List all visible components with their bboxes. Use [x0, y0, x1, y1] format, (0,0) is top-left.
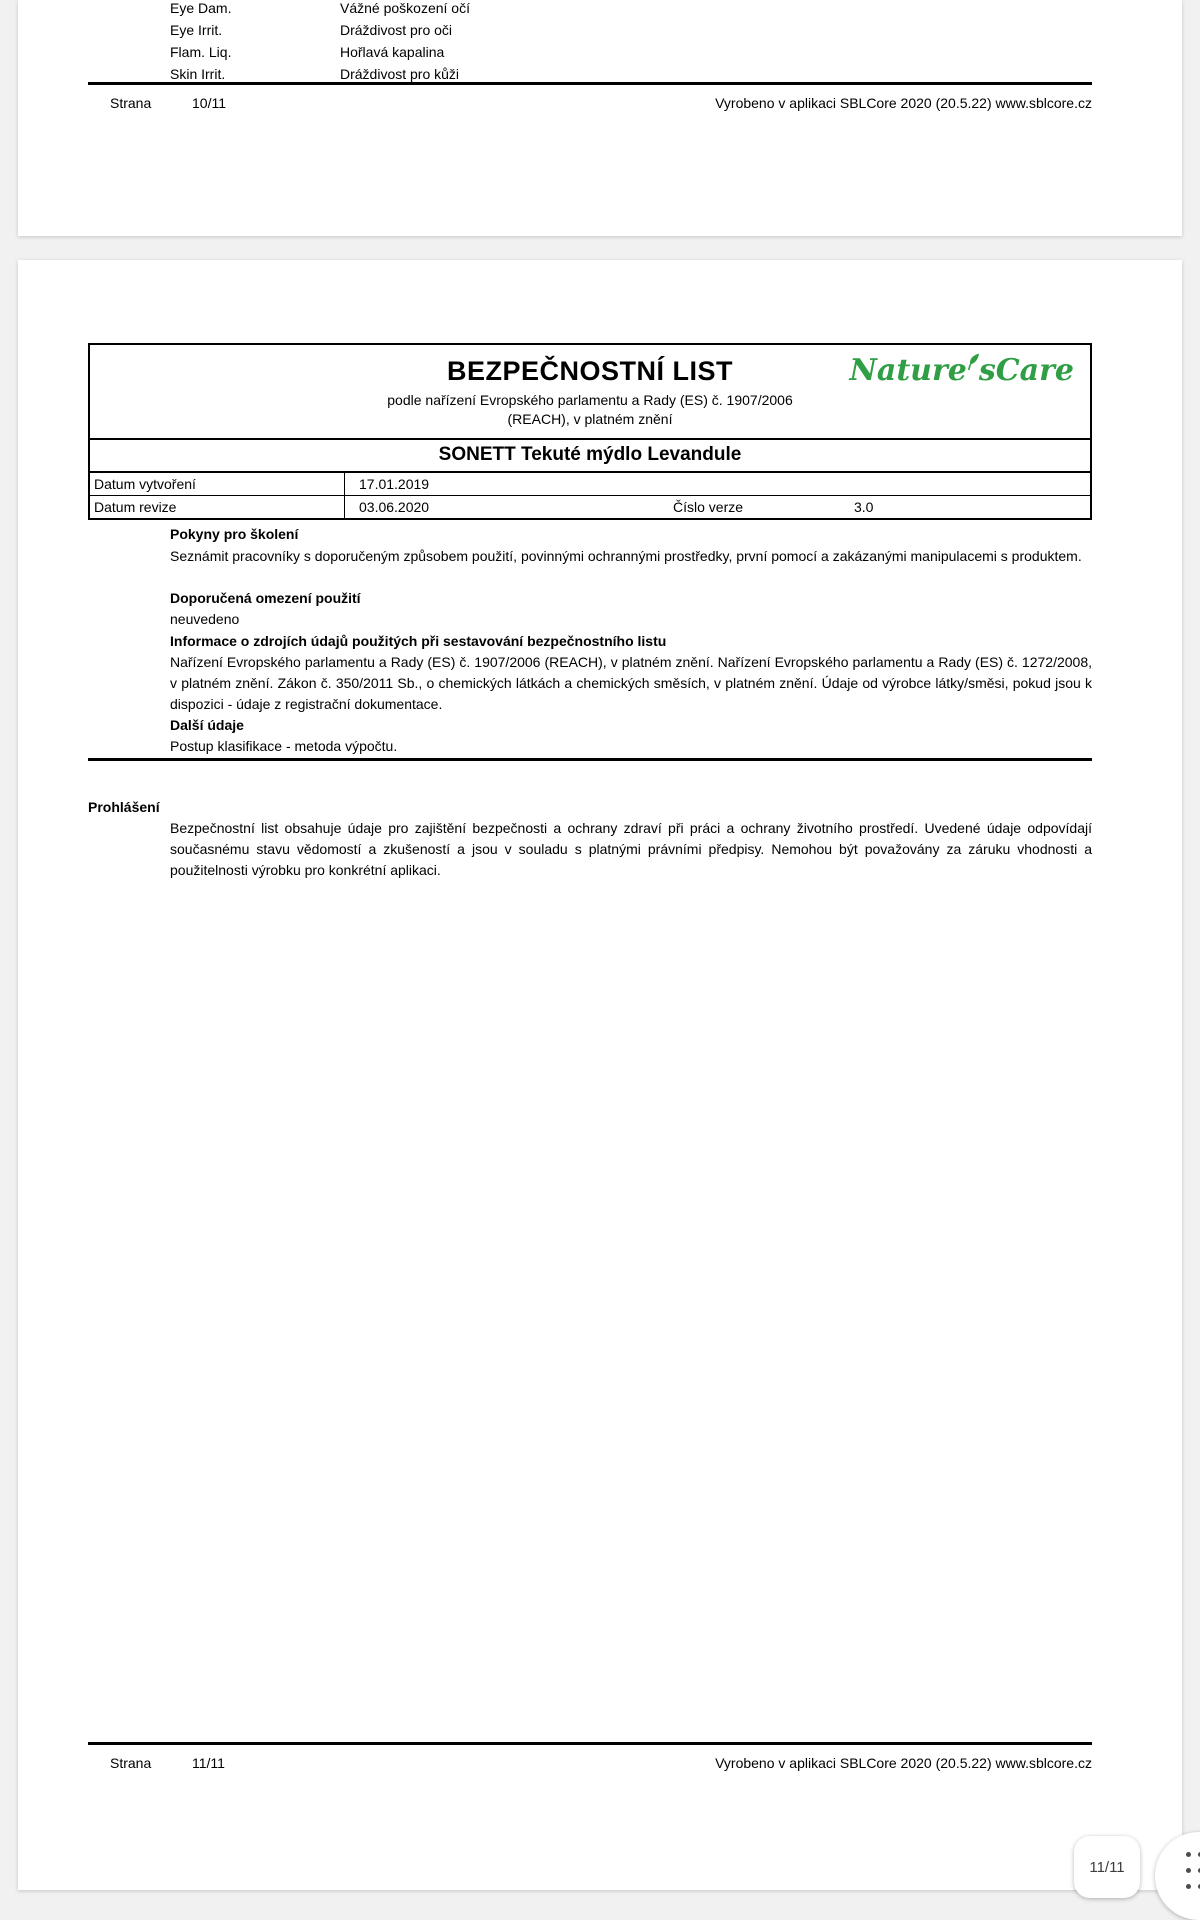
footer-divider: [88, 82, 1092, 85]
revision-date-value: 03.06.2020: [359, 499, 430, 515]
document-subtitle: [90, 391, 1090, 429]
created-date-row: [90, 473, 1090, 496]
document-page-10: [18, 0, 1182, 236]
page-number: 10/11: [192, 95, 226, 111]
document-title: BEZPEČNOSTNÍ LIST: [446, 356, 733, 386]
subtitle-line-2: (REACH), v platném znění: [507, 411, 673, 427]
logo-text-part2: sCare: [978, 353, 1074, 388]
classification-code: Eye Dam.: [170, 0, 232, 16]
six-dots-grid-icon: [1186, 1852, 1200, 1889]
classification-name: Hořlavá kapalina: [340, 44, 445, 60]
header-title-section: [90, 345, 1090, 440]
section-text-training: Seznámit pracovníky s doporučeným způsobem použití, povinnými ochrannými prostředky, první pomocí a zakázanými manipulacemi s produktem.: [170, 548, 1082, 564]
page-footer: [110, 95, 1092, 111]
page-number: 11/11: [192, 1755, 225, 1771]
classification-name: Dráždivost pro kůži: [340, 66, 460, 82]
revision-date-label: Datum revize: [90, 496, 345, 518]
classification-row: [170, 0, 470, 19]
section-heading-training: Pokyny pro školení: [170, 526, 299, 542]
empty-cell: [673, 473, 854, 495]
page-label: Strana: [110, 1755, 152, 1771]
classification-row: [170, 41, 470, 63]
logo-text-part1: Nature: [849, 353, 967, 388]
classification-name: Vážné poškození očí: [340, 0, 470, 16]
created-date-label: Datum vytvoření: [90, 473, 345, 495]
created-date-value: 17.01.2019: [359, 476, 430, 492]
version-value: 3.0: [854, 499, 874, 515]
classification-row: [170, 19, 470, 41]
section-text-sources: Nařízení Evropského parlamentu a Rady (ES) č. 1907/2006 (REACH), v platném znění. Nařízení Evropského parlamentu a Rady (ES) č. 1272/2008, v platném znění. Zákon č. 350/2011 Sb., o chemických látkách a chemických směsích, v platném znění. Údaje od výrobce látky/směsi, pokud jsou k dispozici - údaje z registrační dokumentace.: [170, 654, 1092, 712]
page-indicator-chip: [1074, 1836, 1140, 1898]
section-heading-restrictions: Doporučená omezení použití: [170, 590, 361, 606]
section-text-other: Postup klasifikace - metoda výpočtu.: [170, 738, 398, 754]
section-divider: [88, 758, 1092, 761]
declaration-heading: Prohlášení: [88, 799, 160, 815]
generator-credit: Vyrobeno v aplikaci SBLCore 2020 (20.5.22) www.sblcore.cz: [715, 1755, 1092, 1771]
classification-table: [170, 0, 470, 85]
classification-name: Dráždivost pro oči: [340, 22, 453, 38]
section-heading-sources: Informace o zdrojích údajů použitých při sestavování bezpečnostního listu: [170, 633, 667, 649]
document-header-box: [88, 343, 1092, 520]
footer-divider: [88, 1742, 1092, 1745]
classification-code: Eye Irrit.: [170, 22, 223, 38]
document-page-11: [18, 260, 1182, 1890]
page-indicator-text: 11/11: [1089, 1858, 1125, 1876]
declaration-text: Bezpečnostní list obsahuje údaje pro zajištění bezpečnosti a ochrany zdraví při práci a ochrany životního prostředí. Uvedené údaje odpovídají současnému stavu vědomostí a zkušeností a jsou v souladu s platnými právními předpisy. Nemohou být považovány za záruku vhodnosti a použitelnosti výrobku pro konkrétní aplikaci.: [170, 820, 1092, 878]
classification-code: Flam. Liq.: [170, 44, 232, 60]
natures-care-logo: [849, 354, 1074, 388]
page-label: Strana: [110, 95, 152, 111]
leaf-icon: [966, 345, 980, 379]
empty-cell: [854, 473, 1090, 495]
generator-credit: Vyrobeno v aplikaci SBLCore 2020 (20.5.22) www.sblcore.cz: [715, 95, 1092, 111]
revision-date-row: [90, 496, 1090, 518]
version-label: Číslo verze: [673, 499, 744, 515]
section-text-restrictions: neuvedeno: [170, 611, 240, 627]
classification-code: Skin Irrit.: [170, 66, 226, 82]
section-heading-other: Další údaje: [170, 717, 244, 733]
page-footer: [110, 1755, 1092, 1771]
product-name: SONETT Tekuté mýdlo Levandule: [90, 440, 1090, 473]
subtitle-line-1: podle nařízení Evropského parlamentu a Rady (ES) č. 1907/2006: [387, 392, 793, 408]
